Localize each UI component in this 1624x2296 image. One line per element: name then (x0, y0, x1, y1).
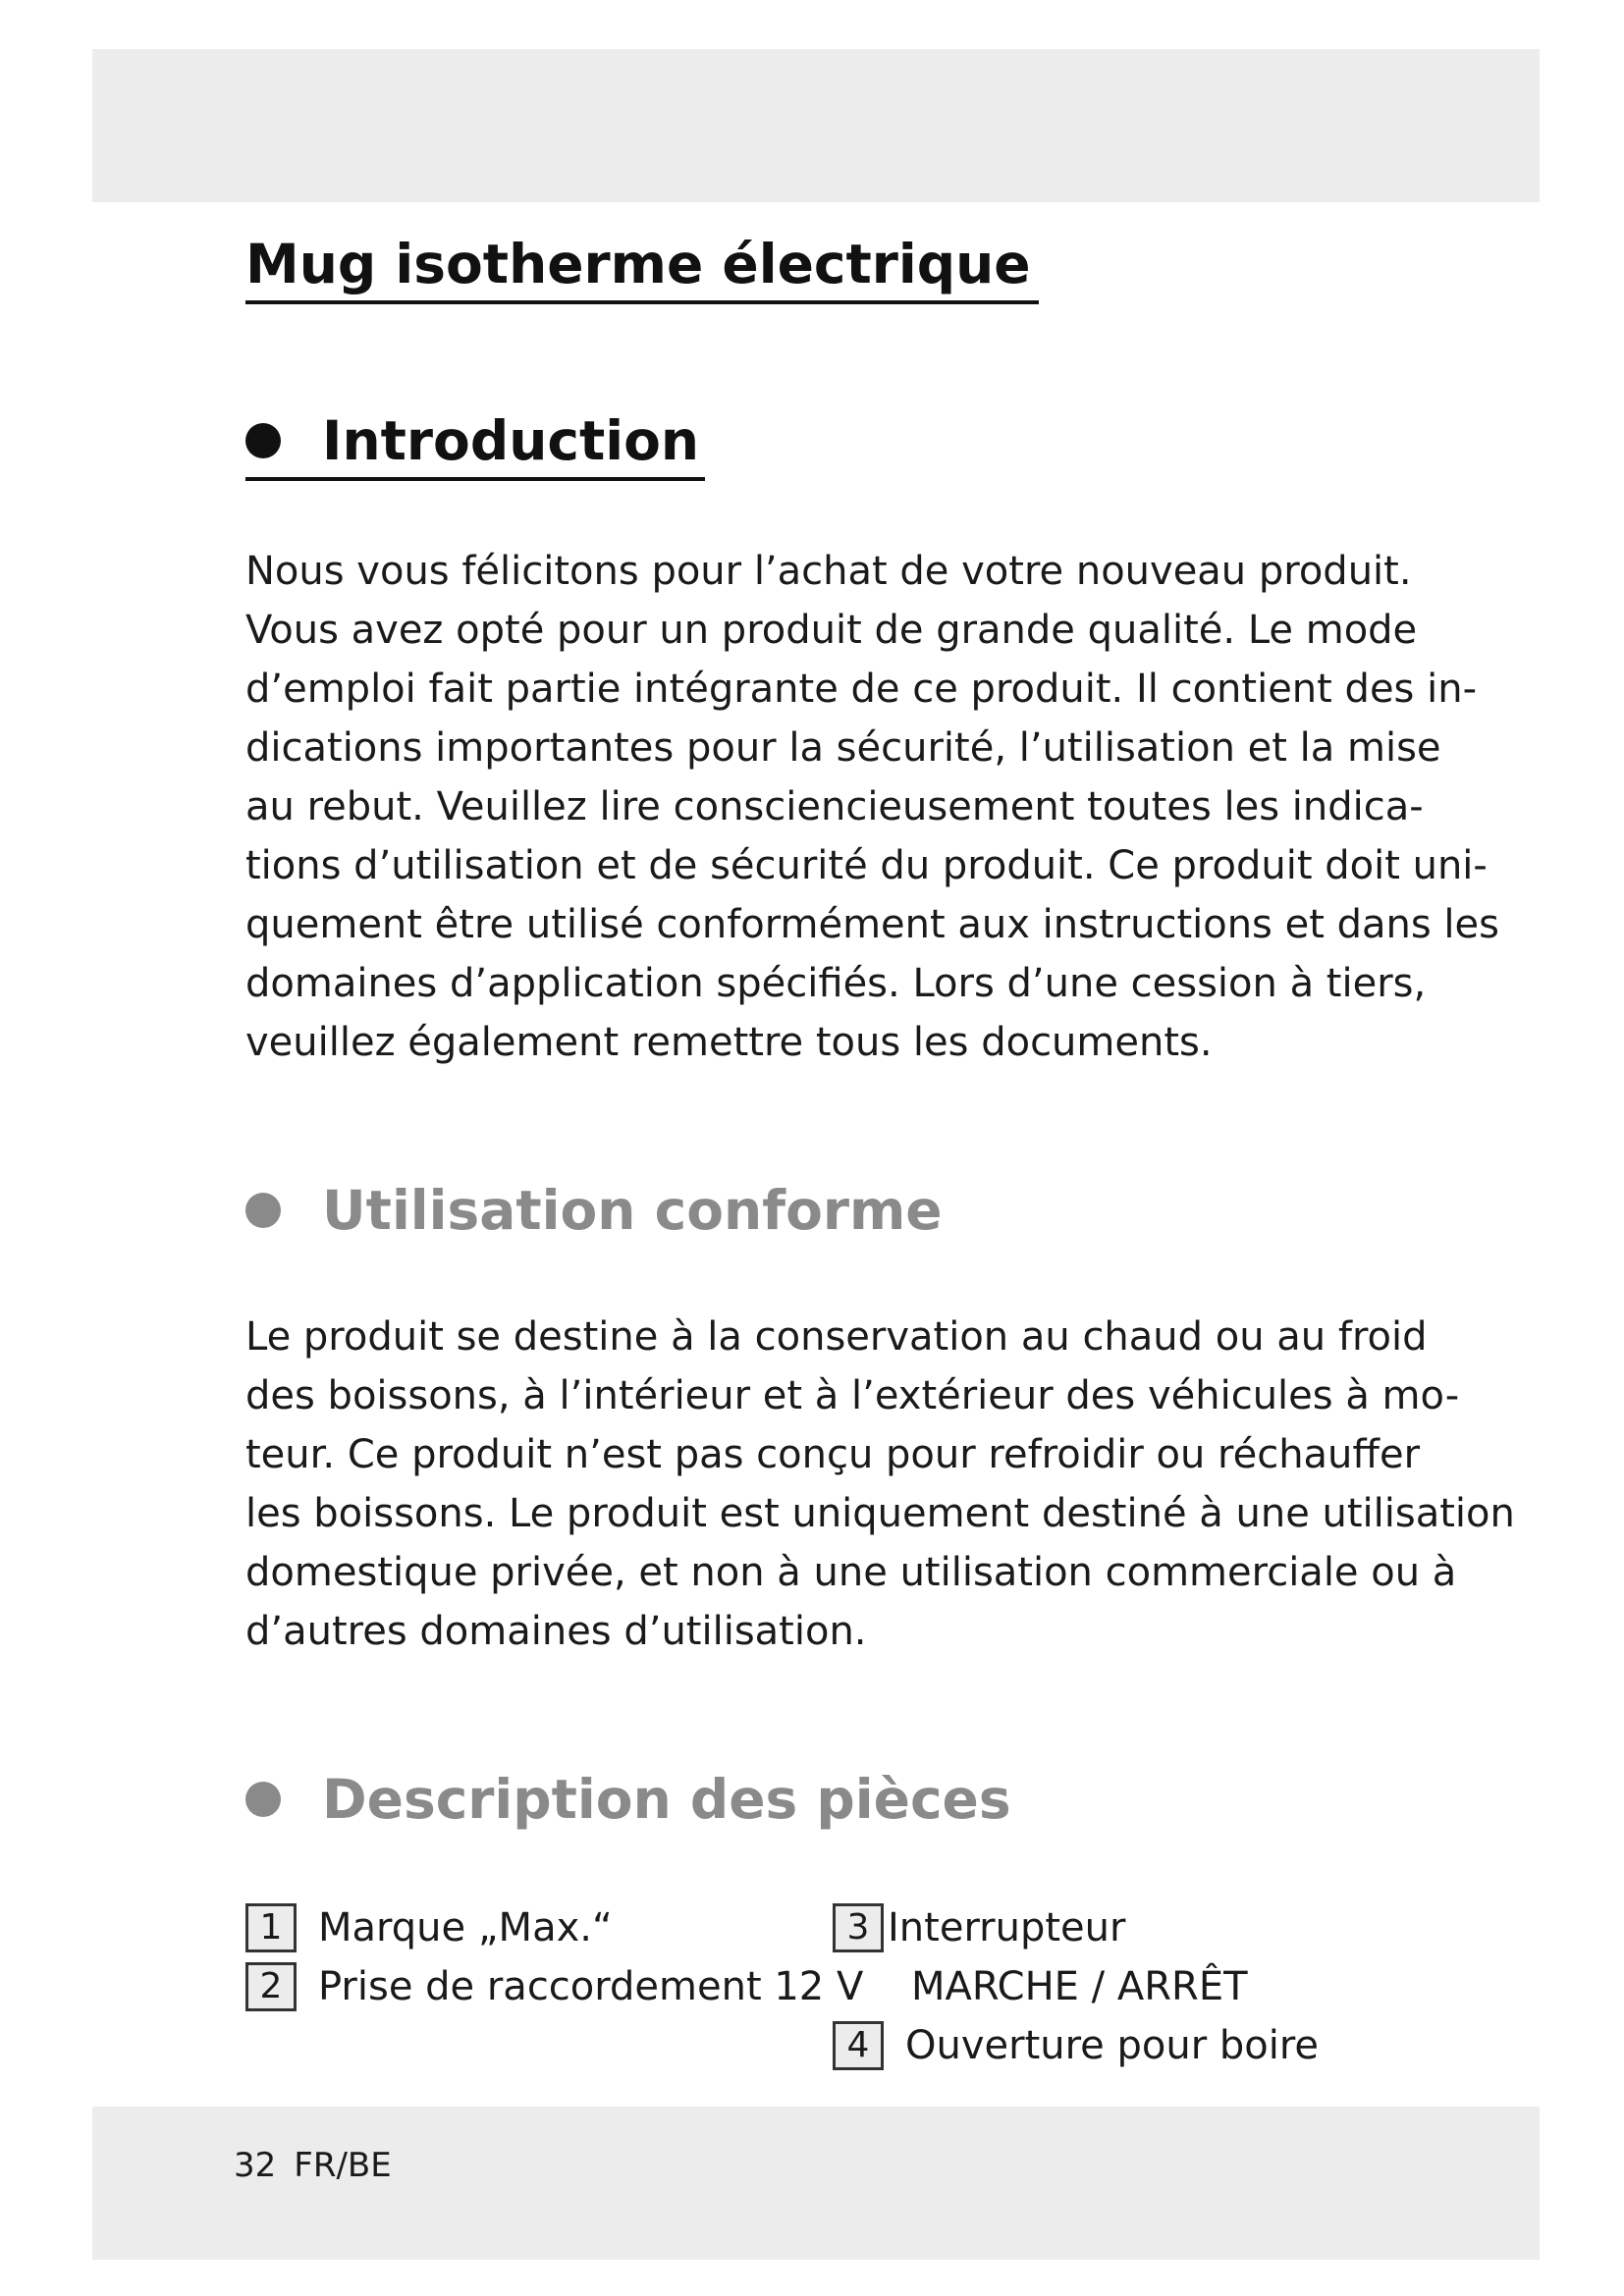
paragraph-line: des boissons, à l’intérieur et à l’extérieur des véhicules à mo- (245, 1373, 1460, 1418)
part-item-3-continuation (911, 1957, 1248, 2016)
part-number-box: 4 (833, 2021, 884, 2070)
part-number-box: 3 (833, 1903, 884, 1952)
paragraph-introduction (245, 542, 1499, 1072)
paragraph-line: Le produit se destine à la conservation au chaud ou au froid (245, 1314, 1428, 1360)
heading-text-introduction: Introduction (322, 409, 700, 472)
part-number-box: 2 (245, 1962, 297, 2011)
part-label: Ouverture pour boire (905, 2023, 1320, 2068)
section-heading-utilisation (245, 1178, 943, 1243)
bullet-icon (245, 1193, 281, 1228)
paragraph-line: les boissons. Le produit est uniquement destiné à une utilisation (245, 1491, 1515, 1536)
part-item-4 (833, 2016, 1319, 2075)
heading-text-parts: Description des pièces (322, 1768, 1011, 1831)
paragraph-line: au rebut. Veuillez lire consciencieusement toutes les indica- (245, 784, 1424, 829)
paragraph-line: tions d’utilisation et de sécurité du produit. Ce produit doit uni- (245, 843, 1488, 888)
page-number: 32 (234, 2146, 277, 2185)
paragraph-line: quement être utilisé conformément aux instructions et dans les (245, 902, 1499, 947)
part-label: Prise de raccordement 12 V (318, 1964, 864, 2009)
paragraph-line: dications importantes pour la sécurité, l’utilisation et la mise (245, 725, 1441, 771)
paragraph-line: Vous avez opté pour un produit de grande qualité. Le mode (245, 608, 1418, 653)
paragraph-line: Nous vous félicitons pour l’achat de votre nouveau produit. (245, 549, 1412, 594)
part-item-2 (245, 1957, 863, 2016)
paragraph-line: veuillez également remettre tous les documents. (245, 1020, 1213, 1065)
part-number-box: 1 (245, 1903, 297, 1952)
paragraph-line: d’emploi fait partie intégrante de ce produit. Il contient des in- (245, 667, 1478, 712)
section-heading-parts (245, 1767, 1011, 1832)
heading-text-utilisation: Utilisation conforme (322, 1179, 943, 1242)
page-footer (234, 2146, 392, 2185)
paragraph-line: d’autres domaines d’utilisation. (245, 1609, 867, 1654)
bullet-icon (245, 1782, 281, 1817)
section-heading-introduction (245, 408, 705, 481)
part-label: Interrupteur (888, 1905, 1126, 1950)
paragraph-line: teur. Ce produit n’est pas conçu pour refroidir ou réchauffer (245, 1432, 1421, 1477)
header-band (92, 49, 1540, 202)
part-item-3 (833, 1898, 1125, 1957)
locale-label: FR/BE (294, 2146, 392, 2185)
paragraph-line: domestique privée, et non à une utilisation commerciale ou à (245, 1550, 1457, 1595)
paragraph-utilisation (245, 1308, 1515, 1661)
part-label-continuation: MARCHE / ARRÊT (911, 1964, 1248, 2009)
paragraph-line: domaines d’application spécifiés. Lors d’une cession à tiers, (245, 961, 1427, 1006)
bullet-icon (245, 423, 281, 458)
document-title: Mug isotherme électrique (245, 232, 1039, 304)
part-label: Marque „Max.“ (318, 1905, 613, 1950)
part-item-1 (245, 1898, 613, 1957)
